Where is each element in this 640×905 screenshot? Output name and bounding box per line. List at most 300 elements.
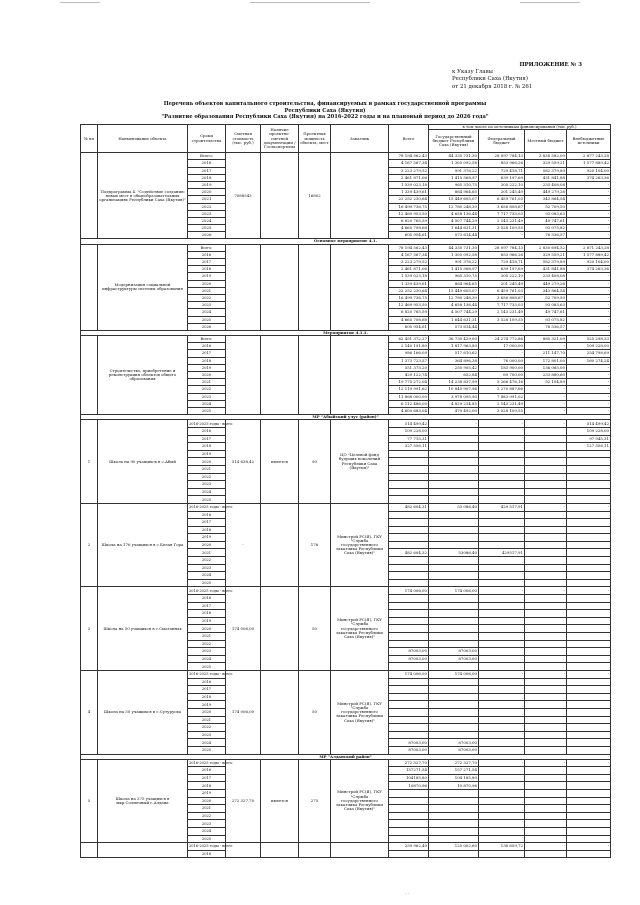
value-local: 449 279,26 bbox=[525, 280, 567, 287]
period-cell: 2022 bbox=[188, 386, 226, 393]
value-local: - bbox=[525, 400, 567, 407]
table-row bbox=[81, 336, 611, 343]
value-state: 87003,00 bbox=[429, 648, 479, 656]
method-cell: имеется bbox=[261, 420, 299, 504]
annex-line: Республики Саха (Якутия) bbox=[452, 76, 528, 83]
value-other: 920 104,00 bbox=[567, 167, 611, 174]
value-local: 172 801,00 bbox=[525, 357, 567, 364]
value-state bbox=[429, 797, 479, 805]
value-other bbox=[567, 473, 611, 481]
title-line: "Развитие образования Республики Саха (Якутия) на 2016-2022 годы и на плановый период до 2026 года" bbox=[161, 114, 489, 121]
value-local: 49 747,61 bbox=[525, 217, 567, 224]
value-other: 514 499,42 bbox=[567, 420, 611, 428]
period-cell: 2024 bbox=[188, 217, 226, 224]
value-federal: 6 459 761,03 bbox=[479, 287, 525, 294]
value-total: 2 140 191,80 bbox=[389, 343, 429, 350]
value-other: - bbox=[567, 316, 611, 323]
period-cell: 2022 bbox=[188, 812, 226, 820]
value-other: - bbox=[567, 364, 611, 371]
value-total: 4 600 683,04 bbox=[389, 407, 429, 414]
value-other: - bbox=[567, 203, 611, 210]
value-other: - bbox=[567, 372, 611, 379]
period-cell: 2020 bbox=[188, 280, 226, 287]
customer-cell bbox=[331, 244, 389, 330]
value-other: - bbox=[567, 309, 611, 316]
value-local: 49 747,61 bbox=[525, 309, 567, 316]
value-state: 125 002,60 bbox=[429, 843, 479, 851]
value-total: 4 665 708,68 bbox=[389, 225, 429, 232]
period-cell: 2016 bbox=[188, 767, 226, 775]
value-state: 4 658 136,44 bbox=[429, 210, 479, 217]
period-cell: 2023 bbox=[188, 302, 226, 309]
value-total: 6 112 486,00 bbox=[389, 400, 429, 407]
customer-cell: Минстрой РС(Я), ГКУ "Служба государственного заказчика Республики Саха (Якутия)" bbox=[331, 503, 389, 587]
value-local bbox=[525, 790, 567, 798]
period-cell: 2022 bbox=[188, 203, 226, 210]
value-state bbox=[429, 602, 479, 610]
cost-cell bbox=[226, 244, 261, 330]
col-state: Государственный бюджет Республики Саха (Якутия) bbox=[429, 130, 479, 153]
value-local: 329 559,21 bbox=[525, 160, 567, 167]
value-state bbox=[429, 633, 479, 641]
value-federal: 201 245,49 bbox=[479, 280, 525, 287]
value-total bbox=[389, 820, 429, 828]
value-state bbox=[429, 579, 479, 587]
value-federal bbox=[479, 511, 525, 519]
value-state bbox=[429, 617, 479, 625]
value-state bbox=[429, 450, 479, 458]
value-state: 1 305 092,58 bbox=[429, 251, 479, 258]
value-local bbox=[525, 579, 567, 587]
value-other bbox=[567, 579, 611, 587]
method-cell: имеется bbox=[261, 759, 299, 843]
value-local bbox=[525, 450, 567, 458]
value-local bbox=[525, 465, 567, 473]
value-federal bbox=[479, 557, 525, 565]
period-cell: 2019 bbox=[188, 364, 226, 371]
value-federal bbox=[479, 648, 525, 656]
value-state: 87003,00 bbox=[429, 739, 479, 747]
value-state: 1 817 963,80 bbox=[429, 343, 479, 350]
period-cell: 2016 bbox=[188, 595, 226, 603]
value-state: 965 310,75 bbox=[429, 273, 479, 280]
value-federal bbox=[479, 435, 525, 443]
value-other bbox=[567, 450, 611, 458]
value-state: 15 449 605,07 bbox=[429, 287, 479, 294]
value-federal bbox=[479, 610, 525, 618]
value-state bbox=[429, 526, 479, 534]
value-federal bbox=[479, 595, 525, 603]
period-cell: 2016 bbox=[188, 850, 226, 858]
table-row bbox=[81, 244, 611, 251]
value-local bbox=[525, 686, 567, 694]
value-local bbox=[525, 595, 567, 603]
value-federal bbox=[479, 473, 525, 481]
value-federal: - bbox=[479, 670, 525, 678]
value-state: 12 780 248,30 bbox=[429, 203, 479, 210]
period-cell: 2021 bbox=[188, 716, 226, 724]
value-federal: 2 143 231,49 bbox=[479, 217, 525, 224]
scan-edge-marks bbox=[0, 2, 640, 6]
value-federal: 183 900,00 bbox=[479, 364, 525, 371]
value-total: 174 006,00 bbox=[389, 587, 429, 595]
value-federal: 76 000,00 bbox=[479, 357, 525, 364]
value-federal: 429517,91 bbox=[479, 549, 525, 557]
value-other bbox=[567, 678, 611, 686]
period-cell: 2019 bbox=[188, 701, 226, 709]
value-other bbox=[567, 534, 611, 542]
period-cell: 2016-2025 годы - всего bbox=[189, 760, 233, 765]
period-cell: 2017 bbox=[188, 350, 226, 357]
value-other: - bbox=[567, 217, 611, 224]
value-total: 19 775 272,04 bbox=[389, 379, 429, 386]
value-local bbox=[525, 774, 567, 782]
period-cell: 2023 bbox=[188, 564, 226, 572]
value-state bbox=[429, 820, 479, 828]
value-federal: - bbox=[479, 350, 525, 357]
value-state: 991 376,22 bbox=[429, 167, 479, 174]
value-other bbox=[567, 541, 611, 549]
value-other: 1 577 889,42 bbox=[567, 160, 611, 167]
period-cell: 2022 bbox=[188, 724, 226, 732]
value-total: 157271,54 bbox=[389, 767, 429, 775]
value-other: 1 577 889,42 bbox=[567, 251, 611, 258]
value-state: 36 730 429,00 bbox=[429, 336, 479, 343]
value-state bbox=[429, 716, 479, 724]
period-cell: 2026 bbox=[188, 232, 226, 239]
value-state bbox=[429, 663, 479, 671]
value-federal: 729 418,71 bbox=[479, 167, 525, 174]
value-other: - bbox=[567, 302, 611, 309]
value-federal bbox=[479, 663, 525, 671]
value-other bbox=[567, 633, 611, 641]
value-other bbox=[567, 746, 611, 754]
value-federal bbox=[479, 724, 525, 732]
value-local bbox=[525, 572, 567, 580]
cost-cell: 272 327,70 bbox=[226, 759, 261, 843]
value-federal bbox=[479, 708, 525, 716]
value-local: 3 836 582,09 bbox=[525, 153, 567, 160]
value-local bbox=[525, 519, 567, 527]
value-other bbox=[567, 481, 611, 489]
value-local bbox=[525, 564, 567, 572]
value-total bbox=[389, 828, 429, 836]
value-total: 1 539 023,18 bbox=[389, 273, 429, 280]
objects-table bbox=[80, 124, 611, 858]
period-cell: 2022 bbox=[188, 640, 226, 648]
value-state: 53 086,40 bbox=[429, 503, 479, 511]
value-local bbox=[525, 625, 567, 633]
value-other bbox=[567, 686, 611, 694]
value-other bbox=[567, 602, 611, 610]
value-local bbox=[525, 557, 567, 565]
value-total: 482 604,32 bbox=[389, 549, 429, 557]
value-local bbox=[525, 617, 567, 625]
value-state: 573 614,44 bbox=[429, 232, 479, 239]
value-federal: 729 418,71 bbox=[479, 259, 525, 266]
period-cell: Всего: bbox=[188, 244, 226, 251]
value-total: 986 166,09 bbox=[389, 350, 429, 357]
value-total bbox=[389, 716, 429, 724]
value-local bbox=[525, 828, 567, 836]
value-total: 78 194 562,43 bbox=[389, 244, 429, 251]
period-cell: 2023 bbox=[188, 481, 226, 489]
value-total bbox=[389, 835, 429, 843]
col-name: Наименование объекта bbox=[98, 125, 188, 153]
period-cell: 2023 bbox=[188, 393, 226, 400]
value-other bbox=[567, 850, 611, 858]
period-cell: 2024 bbox=[188, 739, 226, 747]
col-other: Внебюджетные источники bbox=[567, 130, 611, 153]
value-state bbox=[429, 557, 479, 565]
value-local: 233 880,60 bbox=[525, 372, 567, 379]
value-total: 6 820 765,59 bbox=[389, 309, 429, 316]
value-federal: 7 883 991,02 bbox=[479, 393, 525, 400]
period-cell: 2021 bbox=[188, 633, 226, 641]
period-cell: 2016 bbox=[188, 343, 226, 350]
customer-cell: ЦО "Целевой фонд будущих поколений Республики Саха (Якутия)" bbox=[331, 420, 389, 504]
value-total: 87003,00 bbox=[389, 739, 429, 747]
value-other bbox=[567, 663, 611, 671]
value-local: 582 379,89 bbox=[525, 167, 567, 174]
period-cell: 2024 bbox=[188, 488, 226, 496]
value-local bbox=[525, 739, 567, 747]
value-state bbox=[429, 828, 479, 836]
value-state: 104 185,80 bbox=[429, 774, 479, 782]
value-total bbox=[389, 595, 429, 603]
value-other bbox=[567, 488, 611, 496]
value-other bbox=[567, 564, 611, 572]
value-other: 920 104,00 bbox=[567, 259, 611, 266]
value-state: 4 658 136,44 bbox=[429, 302, 479, 309]
value-total: 87003,00 bbox=[389, 655, 429, 663]
value-total bbox=[389, 557, 429, 565]
value-local: - bbox=[525, 407, 567, 414]
period-cell: 2023 bbox=[188, 731, 226, 739]
value-state: 573 614,44 bbox=[429, 323, 479, 330]
period-cell: 2018 bbox=[188, 174, 226, 181]
value-other: - bbox=[567, 843, 611, 851]
value-federal: 138 659,72 bbox=[479, 843, 525, 851]
period-cell: 2026 bbox=[188, 323, 226, 330]
period-cell: 2024 bbox=[188, 655, 226, 663]
value-other: 127 556,11 bbox=[567, 443, 611, 451]
value-other: 2 877 243,28 bbox=[567, 153, 611, 160]
capacity-cell bbox=[299, 843, 331, 858]
value-state bbox=[429, 534, 479, 542]
value-state bbox=[429, 790, 479, 798]
value-state bbox=[429, 458, 479, 466]
value-federal bbox=[479, 579, 525, 587]
value-state: 87003,00 bbox=[429, 655, 479, 663]
value-other: - bbox=[567, 587, 611, 595]
value-total bbox=[389, 458, 429, 466]
value-total bbox=[389, 481, 429, 489]
value-state: 991 376,22 bbox=[429, 259, 479, 266]
value-federal bbox=[479, 731, 525, 739]
value-state: 10 870,96 bbox=[429, 782, 479, 790]
value-state bbox=[429, 812, 479, 820]
cost-cell: 174 006,00 bbox=[226, 587, 261, 671]
value-state bbox=[429, 465, 479, 473]
value-state bbox=[429, 511, 479, 519]
value-federal bbox=[479, 602, 525, 610]
value-local bbox=[525, 549, 567, 557]
period-cell: 2018 bbox=[188, 357, 226, 364]
period-cell: 2020 bbox=[188, 708, 226, 716]
value-federal: 2 143 231,49 bbox=[479, 400, 525, 407]
value-state: 272 327,70 bbox=[429, 759, 479, 767]
table-row bbox=[81, 503, 611, 511]
col-period: Сроки строительства bbox=[188, 125, 226, 153]
value-total bbox=[389, 812, 429, 820]
method-cell bbox=[261, 244, 299, 330]
period-cell: Всего: bbox=[188, 336, 226, 343]
value-total: 22 252 230,64 bbox=[389, 287, 429, 294]
value-total bbox=[389, 633, 429, 641]
period-cell: 2018 bbox=[188, 266, 226, 273]
value-total: 174 006,00 bbox=[389, 670, 429, 678]
customer-cell bbox=[331, 843, 389, 858]
value-total: 327 556,11 bbox=[389, 443, 429, 451]
value-other bbox=[567, 496, 611, 504]
value-federal bbox=[479, 640, 525, 648]
period-cell: 2018 bbox=[188, 610, 226, 618]
value-other: - bbox=[567, 280, 611, 287]
value-local bbox=[525, 724, 567, 732]
value-state: 53086,40 bbox=[429, 549, 479, 557]
value-state: 1 644 631,31 bbox=[429, 225, 479, 232]
value-local: - bbox=[525, 420, 567, 428]
value-other: 2 871 243,28 bbox=[567, 244, 611, 251]
value-total: 12 469 953,50 bbox=[389, 302, 429, 309]
value-local bbox=[525, 640, 567, 648]
period-cell: 2024 bbox=[188, 828, 226, 836]
value-total: 2 461 871,06 bbox=[389, 174, 429, 181]
period-cell: 2019 bbox=[188, 273, 226, 280]
value-state: 10 845 907,96 bbox=[429, 386, 479, 393]
value-federal: 7 717 733,03 bbox=[479, 302, 525, 309]
col-total: Всего bbox=[389, 125, 429, 153]
table-row bbox=[81, 587, 611, 595]
period-cell: 2025 bbox=[188, 316, 226, 323]
value-state bbox=[429, 443, 479, 451]
value-state: 44 335 731,30 bbox=[429, 244, 479, 251]
value-total: 77 715,31 bbox=[389, 435, 429, 443]
value-federal bbox=[479, 625, 525, 633]
value-federal bbox=[479, 812, 525, 820]
value-federal bbox=[479, 686, 525, 694]
value-local bbox=[525, 534, 567, 542]
value-state: 12 780 248,30 bbox=[429, 294, 479, 301]
period-cell: 2025 bbox=[188, 496, 226, 504]
value-state bbox=[429, 572, 479, 580]
value-local bbox=[525, 488, 567, 496]
value-total bbox=[389, 617, 429, 625]
value-federal: - bbox=[479, 232, 525, 239]
value-federal bbox=[479, 443, 525, 451]
period-cell: 2024 bbox=[188, 309, 226, 316]
value-federal: - bbox=[479, 420, 525, 428]
period-cell: 2018 bbox=[188, 443, 226, 451]
value-other bbox=[567, 557, 611, 565]
value-other bbox=[567, 701, 611, 709]
capacity-cell: 16802 bbox=[299, 153, 331, 239]
value-federal bbox=[479, 458, 525, 466]
value-local: 211 147,70 bbox=[525, 350, 567, 357]
value-state bbox=[429, 481, 479, 489]
value-local: 329 559,21 bbox=[525, 251, 567, 258]
value-local: 93 083,63 bbox=[525, 302, 567, 309]
value-total: 6 820 765,59 bbox=[389, 217, 429, 224]
value-local: 52 709,50 bbox=[525, 294, 567, 301]
capacity-cell: 50 bbox=[299, 670, 331, 754]
value-local bbox=[525, 663, 567, 671]
value-local bbox=[525, 797, 567, 805]
value-other: - bbox=[567, 196, 611, 203]
period-cell: 2016-2025 годы - всего bbox=[189, 588, 233, 593]
period-cell: 2021 bbox=[188, 379, 226, 386]
value-federal bbox=[479, 850, 525, 858]
value-state: 4 829 214,85 bbox=[429, 400, 479, 407]
value-other bbox=[567, 519, 611, 527]
value-local bbox=[525, 716, 567, 724]
row-number: 5 bbox=[81, 759, 98, 843]
value-federal: - bbox=[479, 323, 525, 330]
annex-line: к Указу Главы bbox=[452, 69, 493, 76]
value-total: 1 373 723,57 bbox=[389, 357, 429, 364]
value-other bbox=[567, 805, 611, 813]
value-federal: 6 459 761,03 bbox=[479, 196, 525, 203]
customer-cell bbox=[331, 153, 389, 239]
value-local bbox=[525, 812, 567, 820]
value-other: - bbox=[567, 379, 611, 386]
value-state: 1 644 631,31 bbox=[429, 316, 479, 323]
value-local: 880 321,09 bbox=[525, 336, 567, 343]
value-local: 76 536,57 bbox=[525, 323, 567, 330]
period-cell: 2025 bbox=[188, 579, 226, 587]
value-local bbox=[525, 458, 567, 466]
value-other bbox=[567, 458, 611, 466]
header-row bbox=[81, 125, 611, 130]
value-other: - bbox=[567, 189, 611, 196]
value-other: - bbox=[567, 225, 611, 232]
table-row bbox=[81, 670, 611, 678]
value-local bbox=[525, 633, 567, 641]
period-cell: 2025 bbox=[188, 225, 226, 232]
col-federal: Федеральный бюджет bbox=[479, 130, 525, 153]
row-number: 4 bbox=[81, 670, 98, 754]
value-state bbox=[429, 724, 479, 732]
col-no: № пп bbox=[81, 125, 98, 153]
period-cell: 2023 bbox=[188, 210, 226, 217]
period-cell: 2017 bbox=[188, 259, 226, 266]
value-federal: 305 222,10 bbox=[479, 273, 525, 280]
value-other bbox=[567, 774, 611, 782]
value-local bbox=[525, 835, 567, 843]
value-other: - bbox=[567, 407, 611, 414]
value-federal: - bbox=[479, 587, 525, 595]
value-state: 479 492,00 bbox=[429, 407, 479, 414]
value-local bbox=[525, 610, 567, 618]
period-cell: 2022 bbox=[188, 473, 226, 481]
value-state bbox=[429, 519, 479, 527]
value-federal bbox=[479, 774, 525, 782]
value-total: 62 451 372,27 bbox=[389, 336, 429, 343]
value-local bbox=[525, 767, 567, 775]
customer-cell: Минстрой РС(Я), ГКУ "Служба государственного заказчика Республики Саха (Якутия)" bbox=[331, 670, 389, 754]
value-other bbox=[567, 782, 611, 790]
